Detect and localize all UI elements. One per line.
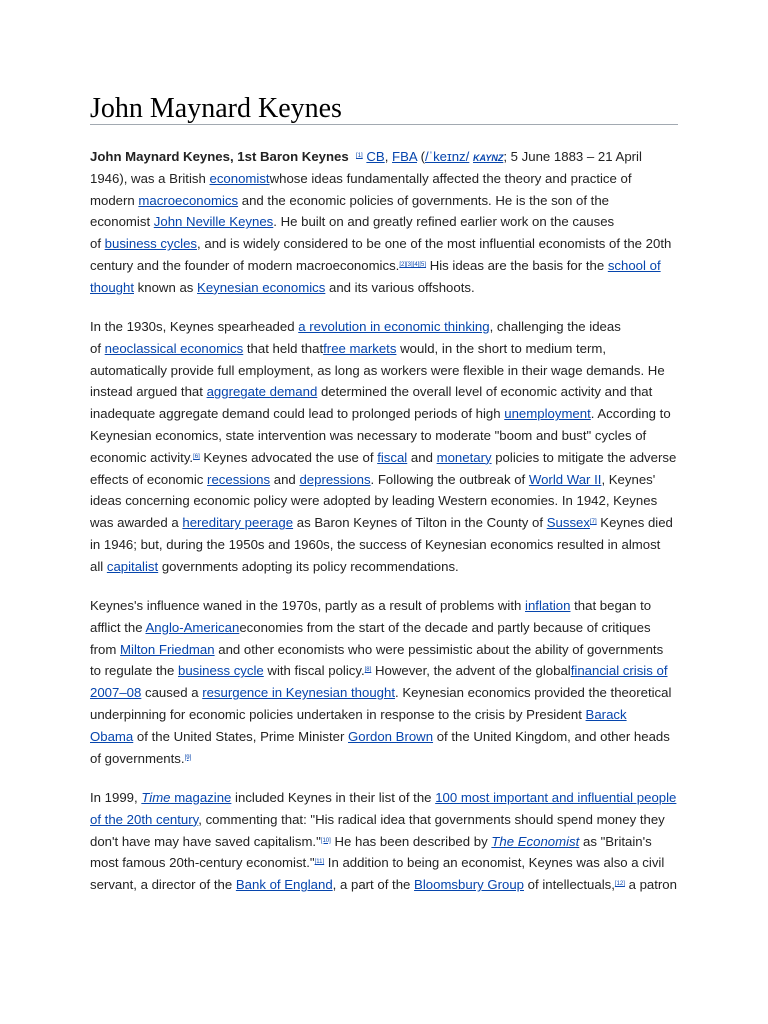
text-line <box>90 639 690 661</box>
line-text: Keynes advocated the use of <box>199 449 378 465</box>
line-text: of <box>90 236 105 252</box>
line-text: all <box>90 558 107 574</box>
text-line <box>90 277 690 299</box>
link-milton-friedman[interactable]: Milton Friedman <box>120 641 215 657</box>
link-time-100[interactable]: of the 20th century <box>90 811 199 827</box>
publication-title: The Economist <box>491 833 580 849</box>
citation[interactable]: [6] <box>193 453 200 460</box>
citation[interactable]: [8] <box>364 667 372 674</box>
line-text: in 1946; but, during the 1950s and 1960s, the success of Keynesian economics resulted in almost <box>90 536 661 552</box>
line-text: that held that <box>243 340 324 356</box>
link-hereditary-peerage[interactable]: hereditary peerage <box>182 515 294 531</box>
line-text: , commenting that: "His radical idea that governments should spend money they <box>198 811 665 827</box>
paragraph-1930s <box>90 316 690 578</box>
line-text: policies to mitigate the adverse <box>491 449 677 465</box>
line-text: would, in the short to medium term, <box>396 340 607 356</box>
line-text: His ideas are the basis for the <box>426 257 608 273</box>
text-line <box>90 595 690 617</box>
line-text: , Keynes' <box>601 471 656 487</box>
link-cb[interactable]: CB <box>366 149 385 164</box>
line-text: of <box>90 340 105 356</box>
link-financial-crisis[interactable]: financial crisis of <box>570 663 668 679</box>
line-text: known as <box>134 279 198 295</box>
line-text: governments adopting its policy recommendations. <box>158 558 459 574</box>
link-recessions[interactable]: recessions <box>207 471 271 487</box>
line-text: ; 5 June 1883 – 21 April <box>503 149 642 164</box>
text-line <box>90 809 690 831</box>
link-fiscal[interactable]: fiscal <box>377 449 408 465</box>
text-line <box>90 874 690 896</box>
line-text: economies from the start of the decade and partly because of critiques <box>239 619 651 635</box>
citation[interactable]: [10] <box>320 837 331 844</box>
text-line <box>90 338 690 360</box>
link-business-cycle[interactable]: business cycle <box>177 663 264 679</box>
line-text: . Following the outbreak of <box>370 471 529 487</box>
link-time-magazine[interactable] <box>141 790 231 805</box>
line-text: to regulate the <box>90 663 178 679</box>
ipa-pronunciation[interactable]: /ˈkeɪnz/ <box>425 149 470 164</box>
link-gordon-brown[interactable]: Gordon Brown <box>348 728 434 744</box>
text-line <box>90 852 690 874</box>
text-line <box>90 403 690 425</box>
line-text: and its various offshoots. <box>325 279 475 295</box>
text-line <box>90 316 690 338</box>
line-text: , challenging the ideas <box>489 319 621 334</box>
link-aggregate-demand[interactable]: aggregate demand <box>206 384 318 400</box>
line-text: economist <box>90 214 154 230</box>
link-bloomsbury-group[interactable]: Bloomsbury Group <box>414 877 524 893</box>
link-free-markets[interactable]: free markets <box>323 340 397 356</box>
paragraph-intro <box>90 146 690 299</box>
line-text: as "Britain's <box>579 833 652 849</box>
line-text: of the United States, Prime Minister <box>133 728 348 744</box>
line-text: In the 1930s, Keynes spearheaded <box>90 319 299 334</box>
line-text: economic activity. <box>90 449 194 465</box>
link-barack-obama[interactable]: Barack <box>585 706 627 722</box>
line-text: servant, a director of the <box>90 877 236 893</box>
text-line <box>90 512 690 534</box>
citation[interactable]: [1] <box>356 153 363 159</box>
line-text: and <box>270 471 300 487</box>
line-text: of the United Kingdom, and other heads <box>433 728 670 744</box>
link-the-economist[interactable] <box>491 834 579 849</box>
text-line: John Maynard Keynes, 1st Baron Keynes [1] CB, FBA (/ˈkeɪnz/ KAYNZ; 5 June 1883 – 21 April <box>90 149 642 164</box>
text-line <box>90 233 690 255</box>
text-line <box>90 447 690 469</box>
citation[interactable]: [12] <box>614 881 625 888</box>
text-line <box>90 211 690 233</box>
link-inflation[interactable]: inflation <box>525 598 571 613</box>
citation[interactable]: [7] <box>589 519 597 526</box>
line-text: automatically provide full employment, as long as workers were flexible in their wage demands. He <box>90 362 665 378</box>
bold-name: John Maynard Keynes, 1st Baron Keynes <box>90 149 349 164</box>
line-text: In addition to being an economist, Keynes was also a civil <box>324 855 665 871</box>
text-line <box>90 469 690 491</box>
line-text: caused a <box>141 685 203 701</box>
line-text: don't have may have saved capitalism." <box>90 833 321 849</box>
line-text: However, the advent of the global <box>371 663 571 679</box>
text-line <box>90 660 690 682</box>
text-line <box>90 381 690 403</box>
text-line <box>90 787 690 809</box>
line-text: He has been described by <box>330 833 492 849</box>
line-text: . Keynesian economics provided the theoretical <box>395 685 672 701</box>
link-fba[interactable]: FBA <box>392 149 417 164</box>
line-text: and <box>407 449 437 465</box>
line-text: and other economists who were pessimistic about the ability of governments <box>214 641 664 657</box>
respelling[interactable]: KAYNZ <box>472 153 504 163</box>
link-school-of-thought[interactable]: school of <box>607 257 661 273</box>
line-text: most famous 20th-century economist." <box>90 855 315 871</box>
line-text: instead argued that <box>90 384 207 400</box>
line-text: as Baron Keynes of Tilton in the County of <box>293 515 547 531</box>
link-john-neville-keynes[interactable]: John Neville Keynes <box>153 214 274 230</box>
text-line <box>90 682 690 704</box>
link-depressions[interactable]: depressions <box>299 471 371 487</box>
line-text: afflict the <box>90 619 146 635</box>
text-line <box>90 255 690 277</box>
line-text: modern <box>90 192 139 208</box>
link-world-war-ii[interactable]: World War II <box>528 471 602 487</box>
text-line <box>90 190 690 212</box>
text-line <box>90 556 690 578</box>
text-line <box>90 617 690 639</box>
line-text: , a part of the <box>332 877 415 893</box>
link-macroeconomics[interactable]: macroeconomics <box>138 192 239 208</box>
publication-title: Time <box>141 790 171 805</box>
line-text: 1946), was a British <box>90 170 210 186</box>
link-barack-obama[interactable]: Obama <box>90 728 134 744</box>
line-text: was awarded a <box>90 515 183 531</box>
link-keynesian-revolution[interactable]: a revolution in economic thinking <box>298 319 490 334</box>
citation[interactable]: [11] <box>314 859 325 866</box>
line-text: from <box>90 641 121 657</box>
link-school-of-thought[interactable]: thought <box>90 279 134 295</box>
text-line <box>90 425 690 447</box>
link-sussex[interactable]: Sussex <box>546 515 590 531</box>
line-text: with fiscal policy. <box>263 663 365 679</box>
line-text: Keynes's influence waned in the 1970s, partly as a result of problems with <box>90 598 526 613</box>
page-title: John Maynard Keynes <box>90 93 342 124</box>
link-bank-of-england[interactable]: Bank of England <box>235 877 333 893</box>
line-text: that began to <box>570 598 652 613</box>
paragraph-1970s <box>90 595 690 769</box>
link-monetary[interactable]: monetary <box>436 449 492 465</box>
line-text: Keynesian economics, state intervention was necessary to moderate "boom and bust" cycles of <box>90 427 647 443</box>
link-economist[interactable]: economist <box>209 170 270 186</box>
link-neoclassical-economics[interactable]: neoclassical economics <box>104 340 244 356</box>
line-text: Keynes died <box>596 515 673 531</box>
line-text: effects of economic <box>90 471 208 487</box>
text-line <box>90 534 690 556</box>
link-capitalist[interactable]: capitalist <box>106 558 159 574</box>
link-anglo-american[interactable]: Anglo-American <box>145 619 240 635</box>
line-text: determined the overall level of economic activity and that <box>317 384 653 400</box>
link-keynesian-economics[interactable]: Keynesian economics <box>197 279 326 295</box>
link-unemployment[interactable]: unemployment <box>504 406 591 422</box>
link-business-cycles[interactable]: business cycles <box>104 236 198 252</box>
text-line <box>90 360 690 382</box>
text-line <box>90 726 690 748</box>
line-text: . He built on and greatly refined earlier work on the causes <box>273 214 615 230</box>
line-text: . According to <box>590 406 671 422</box>
line-text: In 1999, <box>90 790 142 805</box>
text-line <box>90 168 690 190</box>
line-text: and the economic policies of governments. He is the son of the <box>238 192 610 208</box>
text-line <box>90 831 690 853</box>
citation[interactable]: [2][3][4][5] <box>399 261 427 268</box>
text-line <box>90 490 690 512</box>
text-line <box>90 748 690 770</box>
link-keynesian-resurgence[interactable]: resurgence in Keynesian thought <box>202 685 396 701</box>
line-text: a patron <box>624 877 677 893</box>
link-financial-crisis[interactable]: 2007–08 <box>90 685 142 701</box>
link-time-100[interactable]: 100 most important and influential people <box>435 790 677 805</box>
link-text: magazine <box>170 790 232 805</box>
title-divider <box>90 124 678 125</box>
line-text: of governments. <box>90 750 185 766</box>
line-text: , and is widely considered to be one of the most influential economists of the 20th <box>197 236 672 252</box>
line-text: underpinning for economic policies undertaken in response to the crisis by President <box>90 706 586 722</box>
line-text: of intellectuals, <box>524 877 615 893</box>
paragraph-1999 <box>90 787 690 896</box>
line-text: whose ideas fundamentally affected the theory and practice of <box>269 170 632 186</box>
line-text: inadequate aggregate demand could lead to prolonged periods of high <box>90 406 505 422</box>
line-text: included Keynes in their list of the <box>231 790 436 805</box>
citation[interactable]: [9] <box>184 754 192 761</box>
text-line <box>90 704 690 726</box>
line-text: century and the founder of modern macroeconomics. <box>90 257 400 273</box>
line-text: ideas concerning economic policy were adopted by leading Western economies. In 1942, Keynes <box>90 493 658 509</box>
